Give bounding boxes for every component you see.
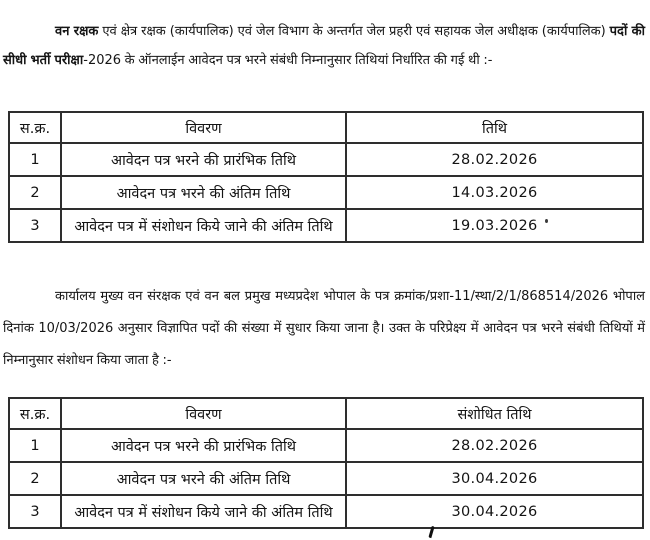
date-cell: 30.04.2026 bbox=[346, 462, 643, 495]
serial-cell: 1 bbox=[9, 143, 61, 176]
table-row bbox=[9, 462, 643, 495]
table-header-row bbox=[9, 398, 643, 429]
header-description: विवरण bbox=[61, 398, 346, 429]
header-revised-date: संशोधित तिथि bbox=[346, 398, 643, 429]
table-row bbox=[9, 495, 643, 528]
description-cell: आवेदन पत्र भरने की प्रारंभिक तिथि bbox=[61, 143, 346, 176]
table-row bbox=[9, 209, 643, 242]
intro-bold-exam-name: पदों की सीधी भर्ती परीक्षा bbox=[3, 24, 646, 68]
serial-cell: 3 bbox=[9, 209, 61, 242]
date-cell: 19.03.2026 bbox=[346, 209, 643, 242]
table-header-row bbox=[9, 112, 643, 143]
amendment-paragraph: कार्यालय मुख्य वन संरक्षक एवं वन बल प्रमुख मध्यप्रदेश भोपाल के पत्र क्रमांक/प्रशा-11/स्था/2/1/868514/2026 भोपाल दिनांक 10/03/2026 अनुसार विज्ञापित पदों की संख्या में सुधार किया जाना है। उक्त के परिप्रेक्ष्य में आवेदन पत्र भरने संबंधी तिथियों में निम्नानुसार संशोधन किया जाता है :- bbox=[3, 289, 645, 368]
header-description: विवरण bbox=[61, 112, 346, 143]
serial-cell: 2 bbox=[9, 462, 61, 495]
description-cell: आवेदन पत्र भरने की प्रारंभिक तिथि bbox=[61, 429, 346, 462]
description-cell: आवेदन पत्र में संशोधन किये जाने की अंतिम तिथि bbox=[61, 495, 346, 528]
header-date: तिथि bbox=[346, 112, 643, 143]
date-cell: 14.03.2026 bbox=[346, 176, 643, 209]
intro-text-2: -2026 के ऑनलाईन आवेदन पत्र भरने संबंधी निम्नानुसार तिथियां निर्धारित की गई थी :- bbox=[83, 53, 493, 68]
intro-text-1: एवं क्षेत्र रक्षक (कार्यपालिक) एवं जेल विभाग के अन्तर्गत जेल प्रहरी एवं सहायक जेल अधीक्षक (कार्यपालिक) bbox=[98, 24, 610, 39]
header-serial: स.क्र. bbox=[9, 398, 61, 429]
original-dates-table bbox=[8, 111, 644, 243]
date-cell: 28.02.2026 bbox=[346, 429, 643, 462]
ink-speck-artifact bbox=[545, 219, 548, 223]
intro-bold-post-names: वन रक्षक bbox=[55, 24, 99, 39]
description-cell: आवेदन पत्र भरने की अंतिम तिथि bbox=[61, 462, 346, 495]
serial-cell: 1 bbox=[9, 429, 61, 462]
table-row bbox=[9, 429, 643, 462]
revised-dates-table bbox=[8, 397, 644, 529]
serial-cell: 3 bbox=[9, 495, 61, 528]
table-row bbox=[9, 176, 643, 209]
serial-cell: 2 bbox=[9, 176, 61, 209]
date-cell: 30.04.2026 bbox=[346, 495, 643, 528]
intro-paragraph bbox=[3, 17, 645, 75]
description-cell: आवेदन पत्र में संशोधन किये जाने की अंतिम तिथि bbox=[61, 209, 346, 242]
date-cell: 28.02.2026 bbox=[346, 143, 643, 176]
header-serial: स.क्र. bbox=[9, 112, 61, 143]
table-row bbox=[9, 143, 643, 176]
description-cell: आवेदन पत्र भरने की अंतिम तिथि bbox=[61, 176, 346, 209]
